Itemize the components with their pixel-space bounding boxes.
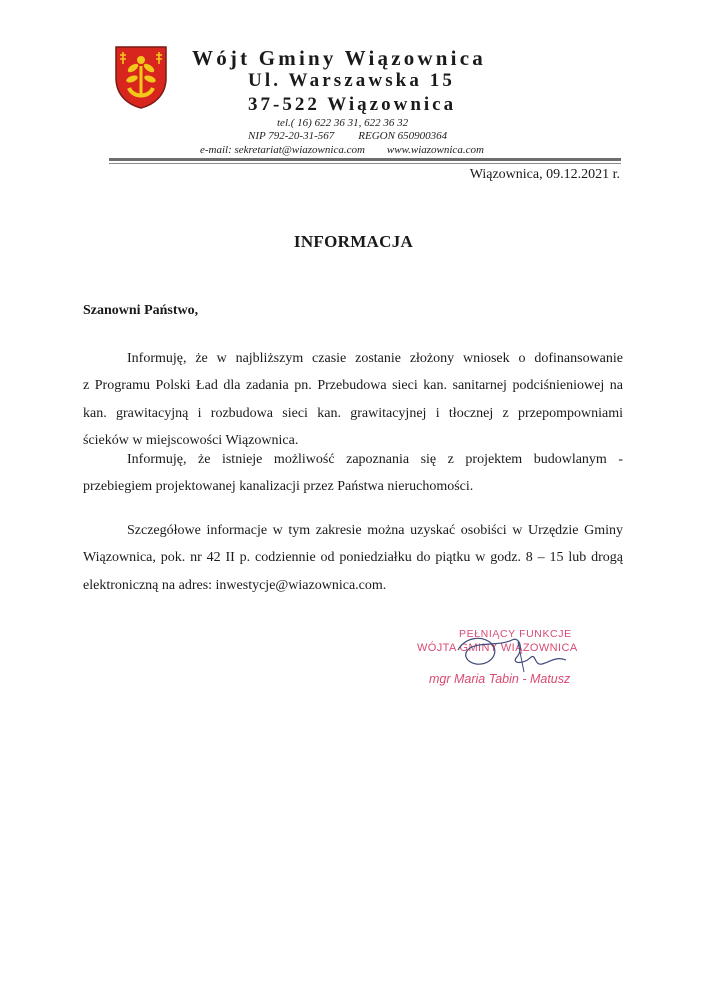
handwritten-signature [420, 620, 610, 690]
paragraph-project [83, 446, 623, 501]
office-website: www.wiazownica.com [386, 144, 484, 156]
salutation: Szanowni Państwo, [83, 303, 199, 318]
paragraph-line: z Programu Polski Ład dla zadania pn. Przebudowa sieci kan. sanitarnej podciśnieniowej na [83, 378, 623, 394]
paragraph-line: Wiązownica, pok. nr 42 II p. codziennie od poniedziałku do piątku w godz. 8 – 15 lub drogą [83, 550, 623, 566]
office-street: Ul. Warszawska 15 [248, 70, 456, 91]
header-divider [109, 158, 621, 161]
office-phone: tel.( 16) 622 36 31, 622 36 32 [277, 117, 409, 129]
office-ids [248, 130, 447, 142]
paragraph-line: Informuję, że w najbliższym czasie zostanie złożony wniosek o dofinansowanie [127, 351, 623, 366]
letter-date: Wiązownica, 09.12.2021 r. [469, 167, 620, 182]
stamp-person-line: mgr Maria Tabin - Matusz [429, 672, 571, 686]
paragraph-line: ścieków w miejscowości Wiązownica. [83, 432, 299, 448]
paragraph-line: przebiegiem projektowanej kanalizacji przez Państwa nieruchomości. [83, 479, 474, 495]
office-email: e-mail: sekretariat@wiazownica.com [200, 144, 365, 156]
paragraph-line: kan. grawitacyjną i rozbudowa sieci kan. grawitacyjnej i tłocznej z przepompowniami [83, 405, 623, 421]
office-nip: NIP 792-20-31-567 [248, 130, 335, 142]
coat-of-arms-icon [113, 44, 169, 110]
paragraph-line: Szczegółowe informacje w tym zakresie można uzyskać osobiści w Urzędzie Gminy [127, 523, 623, 538]
office-contact [200, 144, 484, 156]
stamp-office-line: WÓJTA GMINY WIĄZOWNICA [417, 642, 578, 654]
document-title: INFORMACJA [293, 232, 414, 251]
header-divider-thin [109, 163, 621, 164]
office-regon: REGON 650900364 [358, 130, 448, 142]
paragraph-application [83, 345, 623, 454]
office-city: 37-522 Wiązownica [248, 94, 457, 115]
office-name: Wójt Gminy Wiązownica [192, 46, 486, 70]
paragraph-line: elektroniczną na adres: inwestycje@wiazownica.com. [83, 577, 387, 593]
paragraph-contact-info [83, 517, 623, 599]
paragraph-line: Informuję, że istnieje możliwość zapoznania się z projektem budowlanym - [127, 452, 623, 467]
stamp-function-line: PEŁNIĄCY FUNKCJE [459, 628, 572, 640]
